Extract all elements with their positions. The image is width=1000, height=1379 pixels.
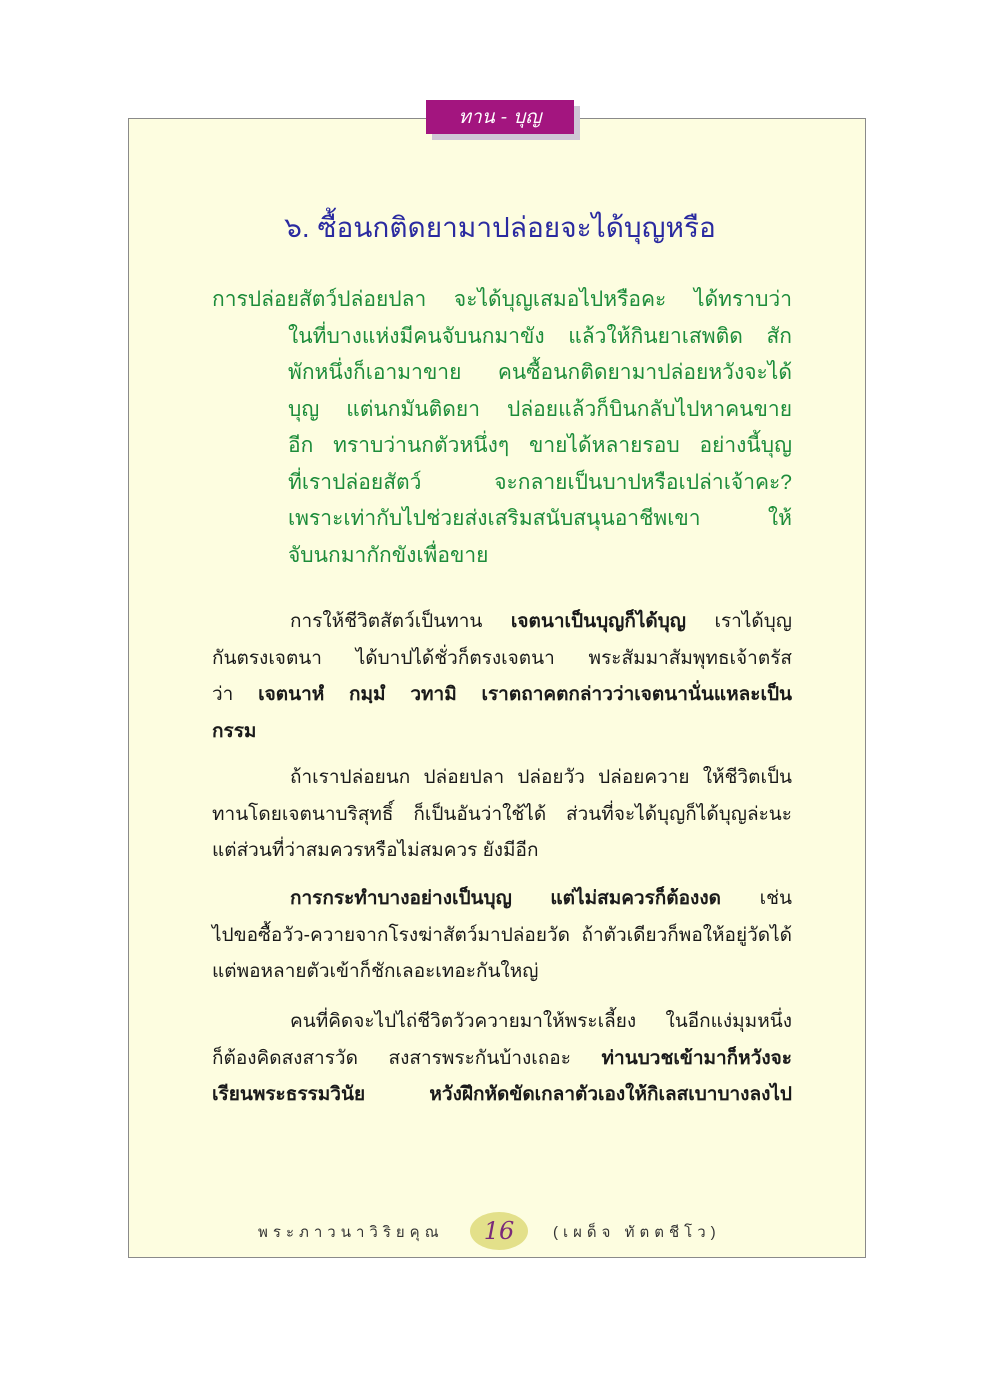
bold-text: การกระทำบางอย่างเป็นบุญ แต่ไม่สมควรก็ต้องงด	[290, 888, 721, 909]
text-run: ก็ต้องคิดสงสารวัด สงสารพระกันบ้างเถอะ	[212, 1047, 602, 1069]
question-line: จับนกมากักขังเพื่อขาย	[288, 543, 489, 567]
text-run: ว่า	[212, 684, 259, 705]
bold-text: ท่านบวชเข้ามาก็หวังจะ	[601, 1047, 792, 1069]
question-line: บุญ แต่นกมันติดยา ปล่อยแล้วก็บินกลับไปหาคนขาย	[288, 397, 792, 421]
paragraph-line	[212, 714, 792, 751]
bold-text: เจตนาหํ กมฺมํ วทามิ เราตถาคตกล่าวว่าเจตนานั่นแหละเป็น	[258, 684, 792, 705]
chapter-title: ๖. ซื้อนกติดยามาปล่อยจะได้บุญหรือ	[284, 212, 716, 243]
paragraph-3	[212, 881, 792, 991]
text-run: เราได้บุญ	[685, 611, 792, 632]
paragraph-1	[212, 604, 792, 750]
question-line: ในที่บางแห่งมีคนจับนกมาขัง แล้วให้กินยาเสพติด สัก	[288, 324, 792, 348]
question-line: พักหนึ่งก็เอามาขาย คนซื้อนกติดยามาปล่อยหวังจะได้	[288, 361, 792, 384]
paragraph-line	[212, 1077, 792, 1114]
footer-author: (เผด็จ ทัตตชีโว)	[553, 1224, 721, 1241]
paragraph-line	[212, 1041, 792, 1078]
text-run: การให้ชีวิตสัตว์เป็นทาน	[290, 611, 511, 632]
text-run: เช่น	[720, 888, 792, 909]
paragraph-line: กันตรงเจตนา ได้บาปได้ชั่วก็ตรงเจตนา พระสัมมาสัมพุทธเจ้าตรัส	[212, 647, 792, 669]
paragraph-line: คนที่คิดจะไปไถ่ชีวิตวัวควายมาให้พระเลี้ยง ในอีกแง่มุมหนึ่ง	[290, 1011, 792, 1032]
bold-text: กรรม	[212, 720, 257, 742]
paragraph-line: ไปขอซื้อวัว-ควายจากโรงฆ่าสัตว์มาปล่อยวัด ถ้าตัวเดียวก็พอให้อยู่วัดได้	[212, 924, 792, 946]
paragraph-line: แต่ส่วนที่ว่าสมควรหรือไม่สมควร ยังมีอีก	[212, 840, 539, 861]
question-block	[212, 282, 792, 574]
section-tab: ทาน - บุญ	[426, 100, 574, 134]
paragraph-line: ทานโดยเจตนาบริสุทธิ์ ก็เป็นอันว่าใช้ได้ ส่วนที่จะได้บุญก็ได้บุญล่ะนะ	[212, 803, 792, 825]
question-line: อีก ทราบว่านกตัวหนึ่งๆ ขายได้หลายรอบ อย่างนี้บุญ	[288, 434, 792, 457]
paragraph-line	[212, 677, 792, 714]
footer-book-title: พระภาวนาวิริยคุณ	[258, 1224, 444, 1241]
question-line: เพราะเท่ากับไปช่วยส่งเสริมสนับสนุนอาชีพเขา ให้	[288, 507, 792, 530]
paragraph-4	[212, 1004, 792, 1114]
bold-text: เรียนพระธรรมวินัย หวังฝึกหัดขัดเกลาตัวเองให้กิเลสเบาบางลงไป	[212, 1084, 792, 1105]
paragraph-2	[212, 760, 792, 870]
question-line: การปล่อยสัตว์ปล่อยปลา จะได้บุญเสมอไปหรือคะ ได้ทราบว่า	[212, 288, 792, 311]
page-number: 16	[470, 1212, 528, 1250]
question-line: ที่เราปล่อยสัตว์ จะกลายเป็นบาปหรือเปล่าเจ้าคะ?	[288, 470, 792, 494]
paragraph-line	[212, 881, 792, 918]
paragraph-line	[212, 604, 792, 641]
bold-text: เจตนาเป็นบุญก็ได้บุญ	[510, 611, 686, 632]
paragraph-line: ถ้าเราปล่อยนก ปล่อยปลา ปล่อยวัว ปล่อยควาย ให้ชีวิตเป็น	[290, 767, 792, 788]
paragraph-line: แต่พอหลายตัวเข้าก็ชักเลอะเทอะกันใหญ่	[212, 961, 539, 982]
